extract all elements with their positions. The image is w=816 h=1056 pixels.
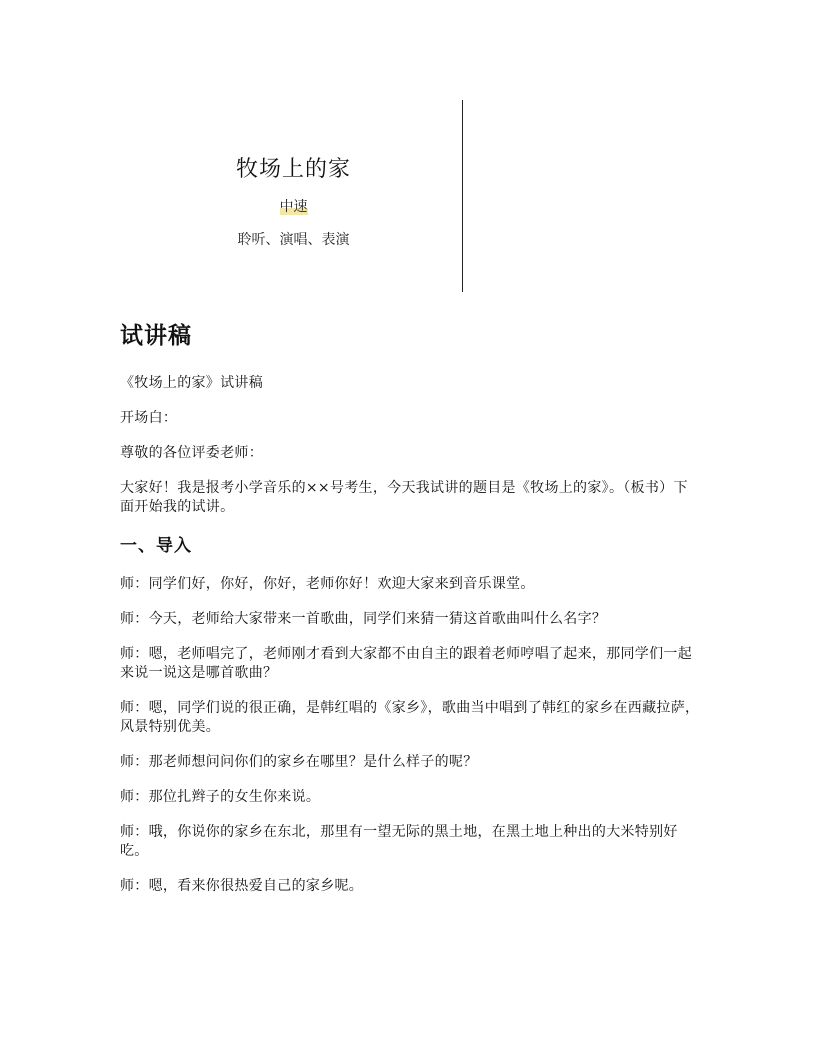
board-tempo-text: 中速 bbox=[279, 199, 308, 215]
paragraph: 师：嗯，同学们说的很正确，是韩红唱的《家乡》，歌曲当中唱到了韩红的家乡在西藏拉萨，风景特别优美。 bbox=[120, 700, 700, 735]
board-methods: 聆听、演唱、表演 bbox=[237, 232, 350, 248]
paragraph: 师：哦，你说你的家乡在东北，那里有一望无际的黑土地，在黑土地上种出的大米特别好吃。 bbox=[120, 824, 678, 859]
paragraph: 师：嗯，老师唱完了，老师刚才看到大家都不由自主的跟着老师哼唱了起来，那同学们一起来说一说这是哪首歌曲？ bbox=[120, 646, 692, 681]
paragraph: 师：同学们好，你好，你好，老师你好！欢迎大家来到音乐课堂。 bbox=[120, 576, 535, 592]
paragraph: 师：嗯，看来你很热爱自己的家乡呢。 bbox=[120, 878, 364, 894]
board-divider bbox=[462, 100, 463, 292]
self-introduction: 大家好！我是报考小学音乐的××号考生，今天我试讲的题目是《牧场上的家》。（板书）下面开始我的试讲。 bbox=[120, 480, 688, 515]
script-title: 《牧场上的家》试讲稿 bbox=[120, 375, 263, 391]
paragraph: 师：今天，老师给大家带来一首歌曲，同学们来猜一猜这首歌曲叫什么名字？ bbox=[120, 611, 607, 627]
greeting: 尊敬的各位评委老师： bbox=[120, 445, 263, 461]
lecture-script bbox=[120, 318, 702, 912]
page-title: 试讲稿 bbox=[120, 322, 192, 349]
paragraph: 师：那老师想问问你们的家乡在哪里？是什么样子的呢？ bbox=[120, 754, 478, 770]
paragraph: 师：那位扎辫子的女生你来说。 bbox=[120, 789, 321, 805]
section-heading-intro: 一、导入 bbox=[120, 536, 192, 556]
board-title: 牧场上的家 bbox=[235, 157, 351, 182]
board-tempo bbox=[200, 196, 387, 216]
blackboard-design bbox=[0, 0, 816, 300]
opening-label: 开场白： bbox=[120, 410, 178, 426]
